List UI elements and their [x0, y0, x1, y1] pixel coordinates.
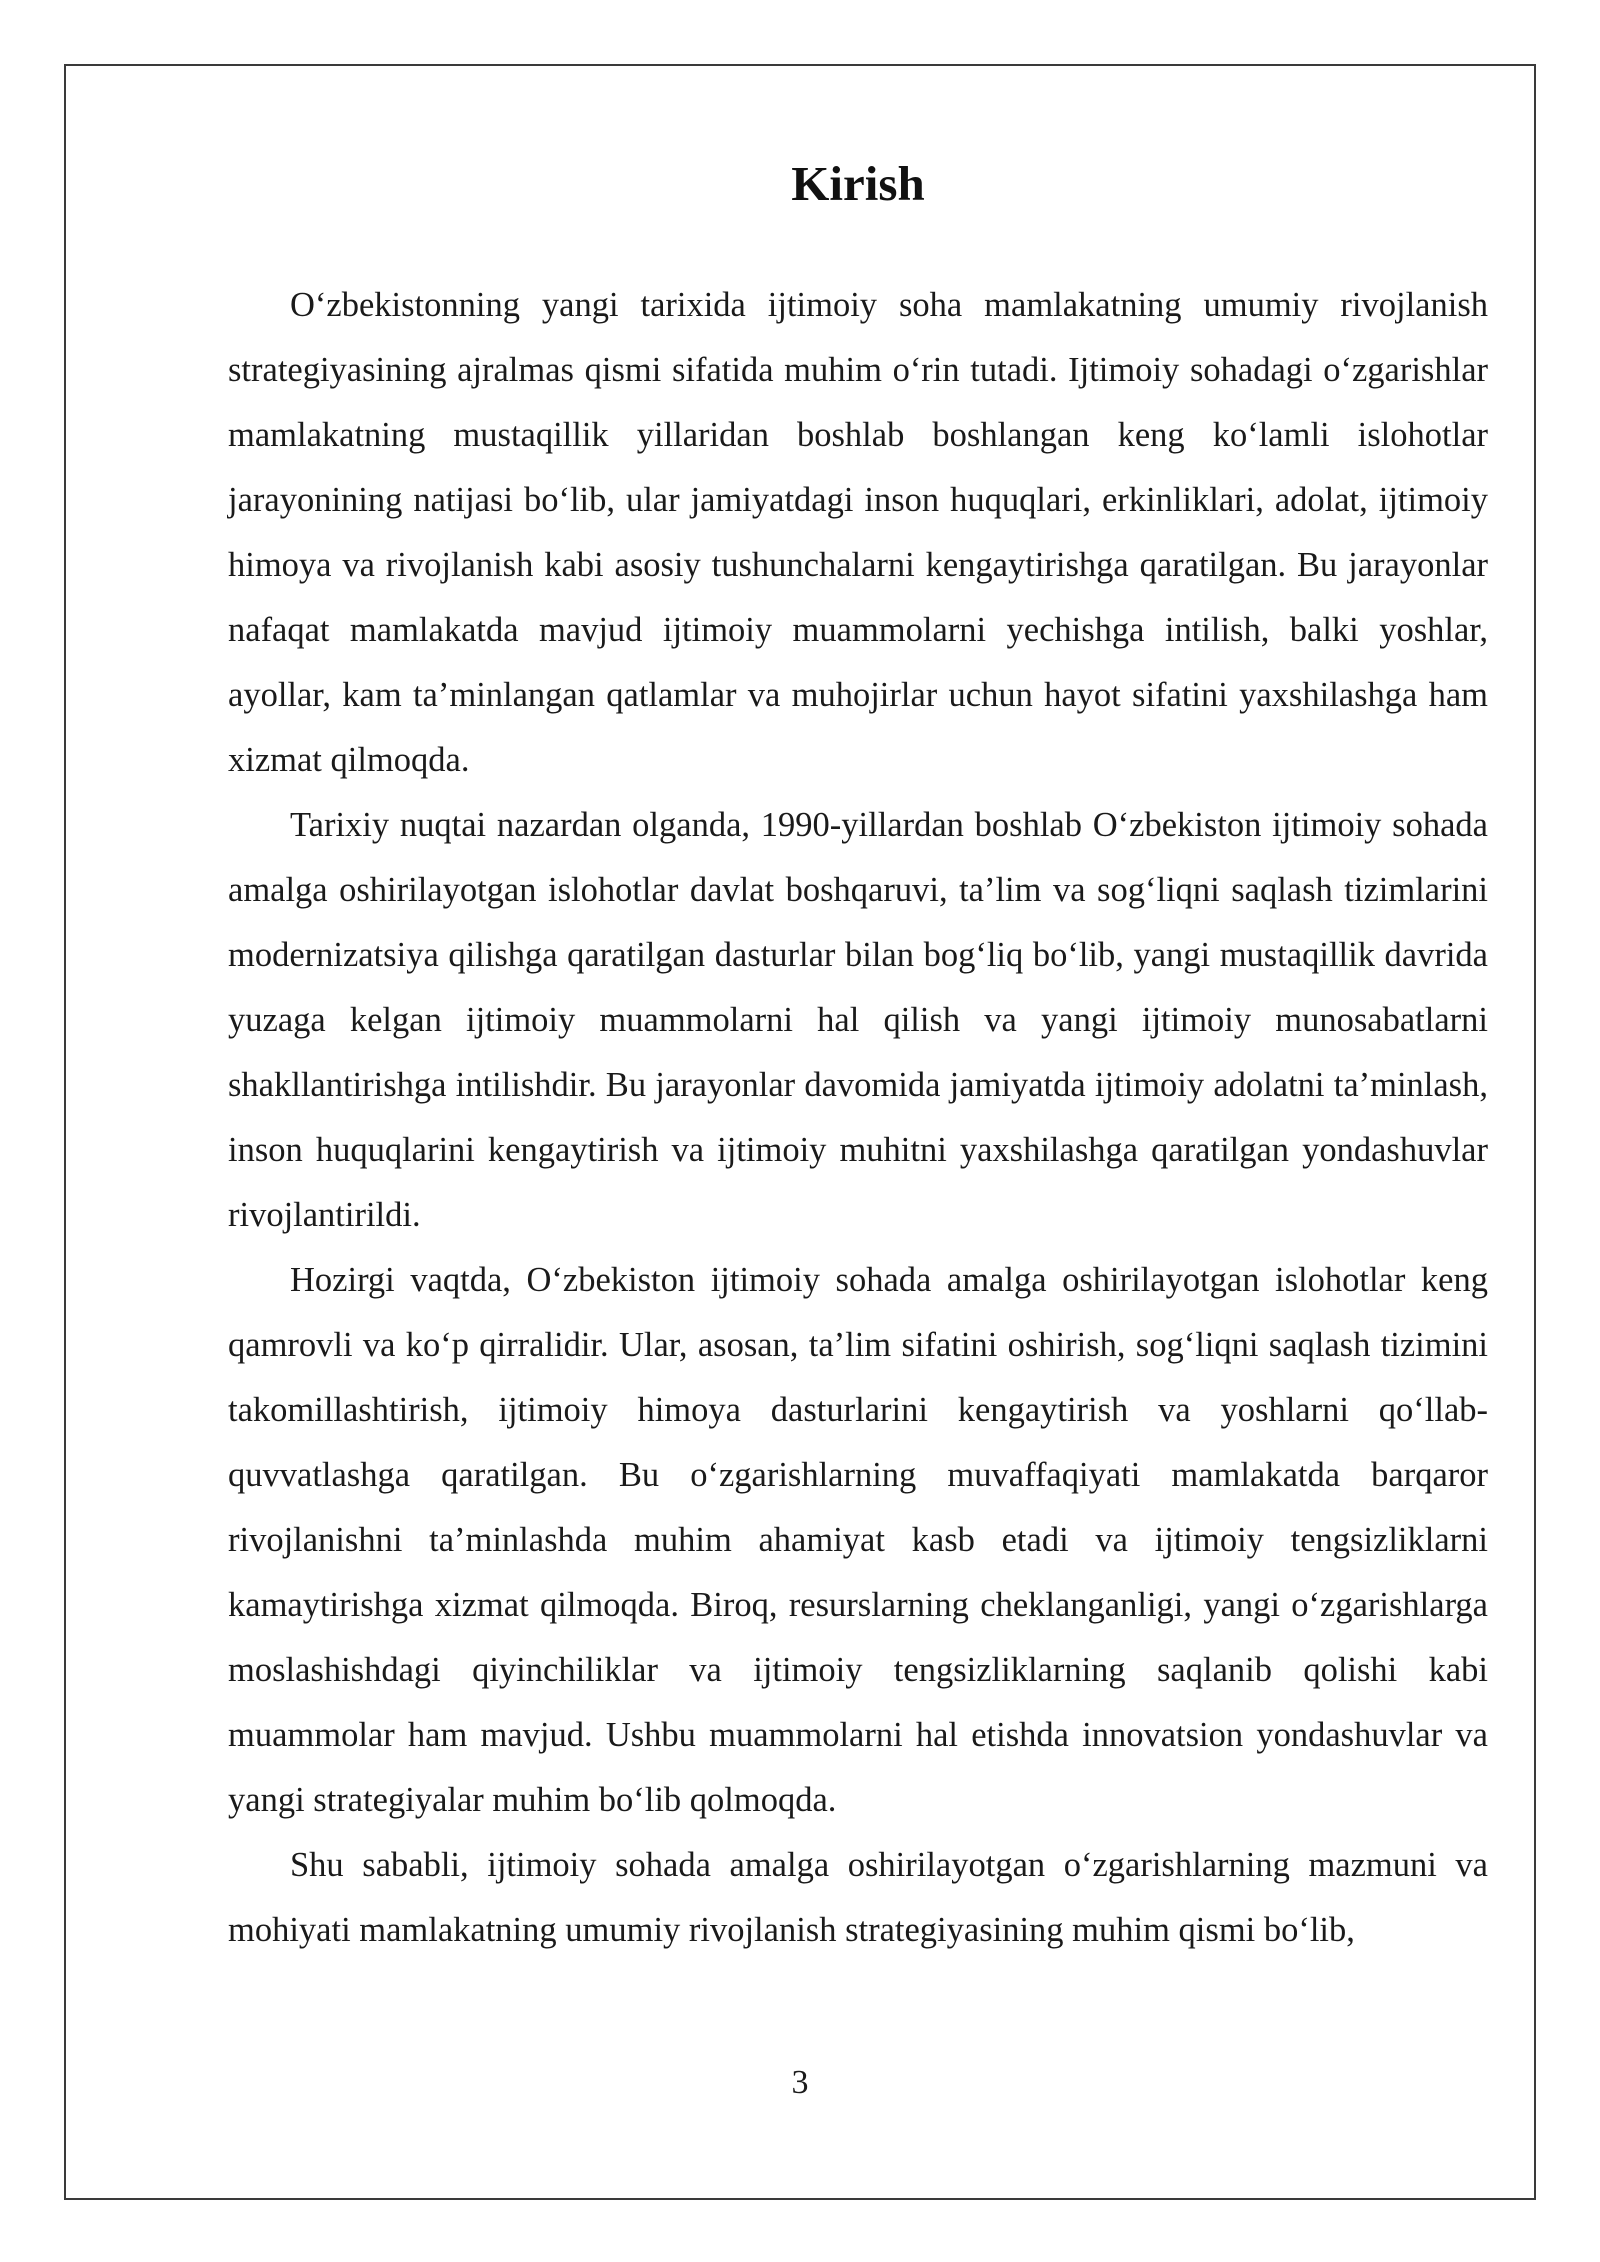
page-title: Kirish [791, 156, 925, 211]
page-number: 3 [791, 2064, 809, 2101]
document-body [228, 150, 1488, 1963]
paragraph-2: Tarixiy nuqtai nazardan olganda, 1990-yillardan boshlab O‘zbekiston ijtimoiy sohada amalga oshirilayotgan islohotlar davlat boshqaruvi, ta’lim va sog‘liqni saqlash tizimlarini modernizatsiya qilishga qaratilgan dasturlar bilan bog‘liq bo‘lib, yangi mustaqillik davrida yuzaga kelgan ijtimoiy muammolarni hal qilish va yangi ijtimoiy munosabatlarni shakllantirishga intilishdir. Bu jarayonlar davomida jamiyatda ijtimoiy adolatni ta’minlash, inson huquqlarini kengaytirish va ijtimoiy muhitni yaxshilashga qaratilgan yondashuvlar rivojlantirildi. [228, 806, 1488, 1234]
paragraph-1: O‘zbekistonning yangi tarixida ijtimoiy soha mamlakatning umumiy rivojlanish strategiyasining ajralmas qismi sifatida muhim o‘rin tutadi. Ijtimoiy sohadagi o‘zgarishlar mamlakatning mustaqillik yillaridan boshlab boshlangan keng ko‘lamli islohotlar jarayonining natijasi bo‘lib, ular jamiyatdagi inson huquqlari, erkinliklari, adolat, ijtimoiy himoya va rivojlanish kabi asosiy tushunchalarni kengaytirishga qaratilgan. Bu jarayonlar nafaqat mamlakatda mavjud ijtimoiy muammolarni yechishga intilish, balki yoshlar, ayollar, kam ta’minlangan qatlamlar va muhojirlar uchun hayot sifatini yaxshilashga ham xizmat qilmoqda. [228, 286, 1488, 779]
paragraph-4: Shu sababli, ijtimoiy sohada amalga oshirilayotgan o‘zgarishlarning mazmuni va mohiyati mamlakatning umumiy rivojlanish strategiyasining muhim qismi bo‘lib, [228, 1846, 1488, 1949]
paragraph-3: Hozirgi vaqtda, O‘zbekiston ijtimoiy sohada amalga oshirilayotgan islohotlar keng qamrovli va ko‘p qirralidir. Ular, asosan, ta’lim sifatini oshirish, sog‘liqni saqlash tizimini takomillashtirish, ijtimoiy himoya dasturlarini kengaytirish va yoshlarni qo‘llab-quvvatlashga qaratilgan. Bu o‘zgarishlarning muvaffaqiyati mamlakatda barqaror rivojlanishni ta’minlashda muhim ahamiyat kasb etadi va ijtimoiy tengsizliklarni kamaytirishga xizmat qilmoqda. Biroq, resurslarning cheklanganligi, yangi o‘zgarishlarga moslashishdagi qiyinchiliklar va ijtimoiy tengsizliklarning saqlanib qolishi kabi muammolar ham mavjud. Ushbu muammolarni hal etishda innovatsion yondashuvlar va yangi strategiyalar muhim bo‘lib qolmoqda. [228, 1261, 1488, 1819]
